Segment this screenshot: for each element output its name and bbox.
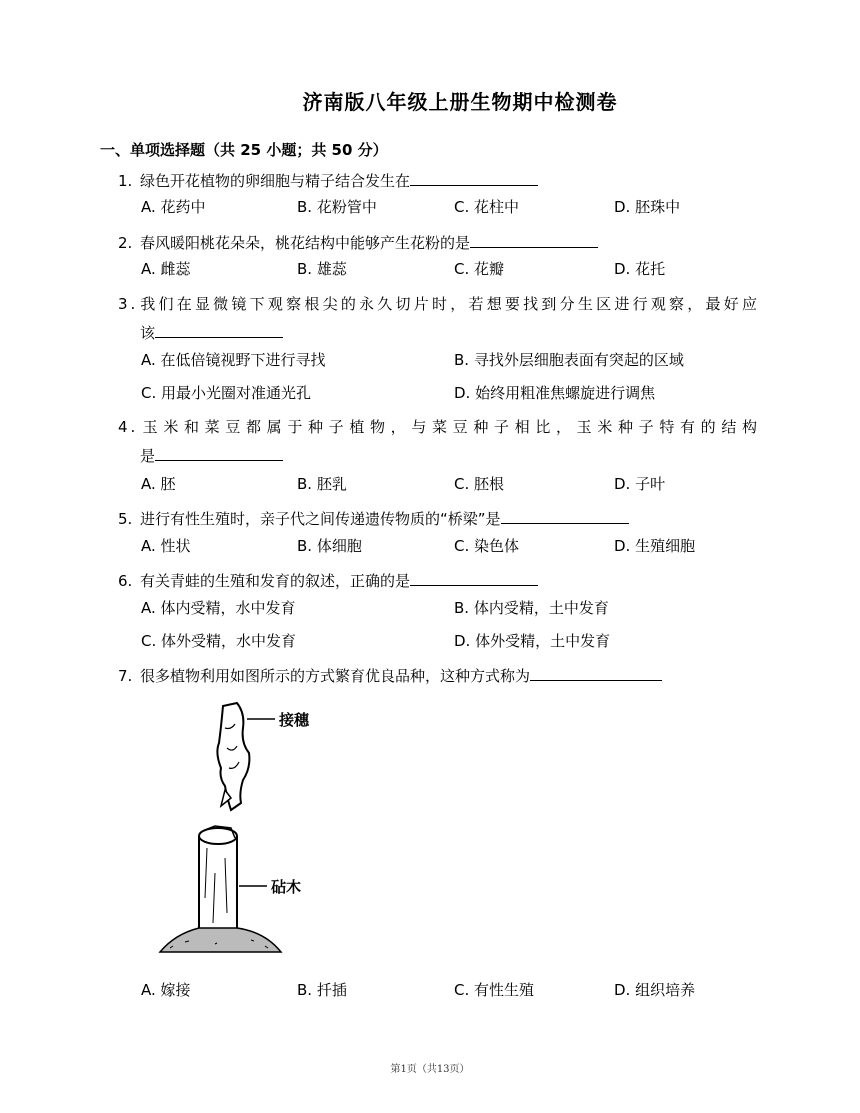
question-stem: 绿色开花植物的卵细胞与精子结合发生在 (140, 172, 411, 190)
scion-icon (217, 703, 249, 810)
question-5 (118, 508, 629, 529)
option-d[interactable]: D. 组织培养 (614, 981, 696, 999)
question-stem: 有关青蛙的生殖和发育的叙述，正确的是 (140, 572, 411, 590)
answer-blank[interactable] (410, 170, 538, 186)
option-a[interactable]: A. 体内受精，水中发育 (141, 599, 296, 617)
question-6 (118, 570, 538, 591)
answer-blank[interactable] (155, 445, 283, 461)
question-number: 4. (118, 418, 139, 436)
option-c[interactable]: C. 染色体 (454, 537, 520, 555)
question-2 (118, 232, 598, 253)
answer-blank[interactable] (155, 322, 283, 338)
question-4 (118, 417, 760, 437)
option-c[interactable]: C. 花瓣 (454, 260, 505, 278)
option-b[interactable]: B. 雄蕊 (297, 260, 347, 278)
option-b[interactable]: B. 体内受精，土中发育 (454, 599, 609, 617)
question-number: 1. (118, 172, 133, 190)
question-3 (118, 294, 760, 314)
answer-blank[interactable] (410, 570, 538, 586)
option-a[interactable]: A. 嫁接 (141, 981, 191, 999)
option-a[interactable]: A. 胚 (141, 475, 176, 493)
answer-blank[interactable] (470, 232, 598, 248)
page-footer: 第1页（共13页） (390, 1064, 470, 1075)
question-stem-continued: 该 (140, 322, 283, 343)
option-d[interactable]: D. 胚珠中 (614, 198, 681, 216)
question-number: 2. (118, 234, 133, 252)
option-d[interactable]: D. 始终用粗准焦螺旋进行调焦 (454, 384, 656, 402)
option-c[interactable]: C. 胚根 (454, 475, 505, 493)
question-number: 6. (118, 572, 133, 590)
question-number: 7. (118, 667, 133, 685)
question-stem: 玉米和菜豆都属于种子植物，与菜豆种子相比，玉米种子特有的结构 (140, 418, 760, 436)
question-stem: 进行有性生殖时，亲子代之间传递遗传物质的“桥梁”是 (140, 510, 501, 528)
question-7 (118, 665, 662, 686)
option-c[interactable]: C. 花柱中 (454, 198, 520, 216)
rootstock-label: 砧木 (271, 878, 302, 896)
soil-icon (160, 928, 281, 952)
question-number: 3. (118, 295, 139, 313)
option-d[interactable]: D. 体外受精，土中发育 (454, 632, 611, 650)
option-c[interactable]: C. 用最小光圈对准通光孔 (141, 384, 312, 402)
option-a[interactable]: A. 在低倍镜视野下进行寻找 (141, 351, 326, 369)
option-c[interactable]: C. 有性生殖 (454, 981, 535, 999)
option-b[interactable]: B. 胚乳 (297, 475, 347, 493)
answer-blank[interactable] (501, 508, 629, 524)
option-a[interactable]: A. 花药中 (141, 198, 206, 216)
question-1 (118, 170, 538, 191)
option-d[interactable]: D. 花托 (614, 260, 666, 278)
question-stem: 我们在显微镜下观察根尖的永久切片时，若想要找到分生区进行观察，最好应 (140, 295, 760, 313)
question-stem: 春风暖阳桃花朵朵，桃花结构中能够产生花粉的是 (140, 234, 471, 252)
option-a[interactable]: A. 性状 (141, 537, 191, 555)
rootstock-icon (199, 836, 237, 930)
option-b[interactable]: B. 花粉管中 (297, 198, 377, 216)
option-d[interactable]: D. 生殖细胞 (614, 537, 696, 555)
page-title: 济南版八年级上册生物期中检测卷 (302, 90, 618, 114)
option-c[interactable]: C. 体外受精，水中发育 (141, 632, 297, 650)
option-b[interactable]: B. 扦插 (297, 981, 347, 999)
option-b[interactable]: B. 寻找外层细胞表面有突起的区域 (454, 351, 684, 369)
option-a[interactable]: A. 雌蕊 (141, 260, 191, 278)
question-number: 5. (118, 510, 133, 528)
question-stem: 很多植物利用如图所示的方式繁育优良品种，这种方式称为 (140, 667, 531, 685)
option-b[interactable]: B. 体细胞 (297, 537, 362, 555)
scion-label: 接穗 (279, 711, 310, 729)
grafting-figure (155, 698, 345, 960)
section-heading: 一、单项选择题（共 25 小题；共 50 分） (100, 141, 388, 159)
answer-blank[interactable] (530, 665, 662, 681)
option-d[interactable]: D. 子叶 (614, 475, 666, 493)
question-stem-continued: 是 (140, 445, 283, 466)
